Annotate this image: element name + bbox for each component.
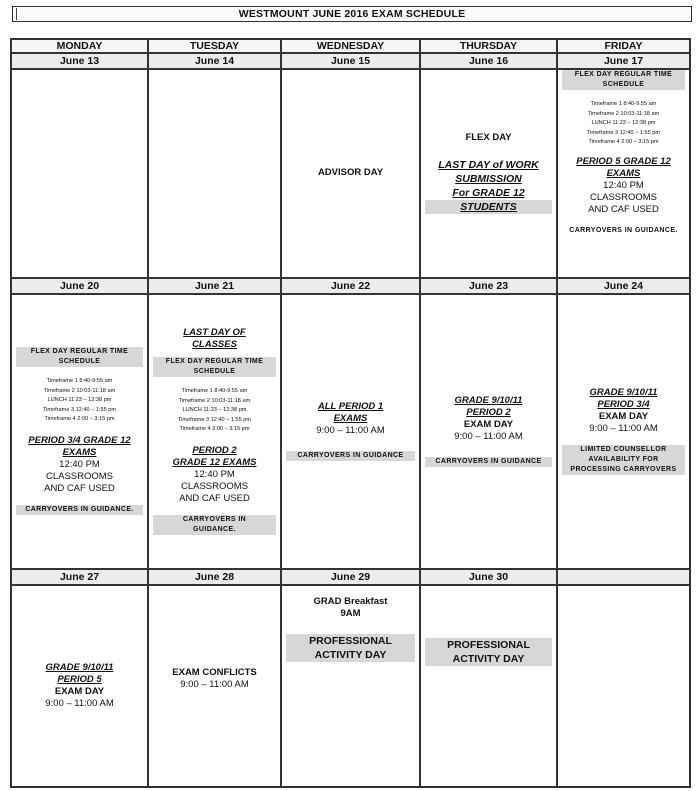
exam-conflicts-label: EXAM CONFLICTS: [172, 666, 257, 678]
weekday-header-row: [11, 39, 690, 53]
timeframe-4: Timeframe 4 2:00 – 3:15 pm: [44, 416, 115, 423]
date-cell: June 27: [11, 569, 148, 585]
day-cell-june-21: [148, 294, 281, 569]
exam-line2: GRADE 12 EXAMS: [172, 456, 257, 468]
day-header-friday: FRIDAY: [557, 39, 690, 53]
day-cell-june-24: [557, 294, 690, 569]
exam-line1: GRADE 9/10/11: [45, 661, 114, 673]
exam-line2: PERIOD 3/4: [597, 399, 650, 411]
lunch-time: LUNCH 11:23 – 12:38 pm: [182, 407, 247, 414]
exam-line1: ALL PERIOD 1: [317, 401, 384, 413]
last-day-line4: STUDENTS: [425, 200, 552, 214]
date-cell: June 16: [420, 53, 557, 69]
exam-line3: EXAM DAY: [54, 685, 105, 697]
carryovers-note: CARRYOVERS IN GUIDANCE.: [569, 226, 678, 234]
date-cell: June 17: [557, 53, 690, 69]
day-cell-june-17: [557, 69, 690, 277]
pa-day-line1: PROFESSIONAL: [286, 634, 415, 648]
last-day-line2: CLASSES: [192, 339, 237, 351]
exam-line1: PERIOD 2: [192, 444, 237, 456]
day-cell-june-16: [420, 69, 557, 277]
day-cell-june-29: [281, 585, 420, 787]
date-row-week3: [11, 569, 690, 585]
timeframe-3: Timeframe 3 12:40 – 1:55 pm: [42, 406, 117, 413]
date-row-week2: [11, 278, 690, 294]
last-day-line1: LAST DAY of WORK: [438, 159, 539, 172]
flex-schedule-heading: FLEX DAY REGULAR TIME SCHEDULE: [153, 357, 276, 377]
exam-line3: EXAM DAY: [463, 419, 514, 431]
title-box: [12, 6, 692, 22]
last-day-line2: SUBMISSION: [455, 173, 522, 186]
day-cell-june-28: [148, 585, 281, 787]
day-cell-june-15: [281, 69, 420, 277]
flex-day-label: FLEX DAY: [465, 132, 512, 144]
day-cell-june-20: [11, 294, 148, 569]
counsellor-note-2: AVAILABILITY FOR: [562, 455, 685, 465]
day-header-wednesday: WEDNESDAY: [281, 39, 420, 53]
day-cell-june-27: [11, 585, 148, 787]
pa-day-line1: PROFESSIONAL: [425, 638, 552, 652]
timeframe-1: Timeframe 1 8:40-9:55 am: [181, 388, 248, 395]
grad-breakfast-line1: GRAD Breakfast: [313, 595, 388, 607]
exam-time: 9:00 – 11:00 AM: [454, 431, 523, 443]
timeframe-3: Timeframe 3 12:40 – 1:55 pm: [177, 416, 252, 423]
exam-line2: EXAMS: [333, 413, 368, 425]
date-cell: June 13: [11, 53, 148, 69]
exam-line3: EXAM DAY: [598, 411, 649, 423]
date-cell: June 24: [557, 278, 690, 294]
content-row-week3: [11, 585, 690, 787]
date-cell: June 28: [148, 569, 281, 585]
timeframe-3: Timeframe 3 12:40 – 1:55 pm: [586, 129, 661, 136]
counsellor-note-1: LIMITED COUNSELLOR: [562, 445, 685, 455]
last-day-line1: LAST DAY OF: [183, 327, 246, 339]
carryovers-note-1: CARRYOVERS IN: [153, 515, 276, 525]
date-cell: June 20: [11, 278, 148, 294]
carryovers-note: CARRYOVERS IN GUIDANCE: [425, 457, 552, 467]
date-cell: June 21: [148, 278, 281, 294]
day-cell-june-14: [148, 69, 281, 277]
page-title: WESTMOUNT JUNE 2016 EXAM SCHEDULE: [238, 8, 466, 20]
exam-time: 12:40 PM: [194, 468, 235, 480]
advisor-day-label: ADVISOR DAY: [317, 167, 384, 179]
timeframe-2: Timeframe 2 10:03-11:18 am: [587, 110, 660, 117]
exam-location-2: AND CAF USED: [179, 492, 250, 504]
exam-location-2: AND CAF USED: [588, 203, 659, 215]
carryovers-note-2: GUIDANCE.: [153, 525, 276, 535]
exam-line2: PERIOD 5: [57, 673, 102, 685]
exam-time: 9:00 – 11:00 AM: [180, 678, 249, 690]
timeframe-2: Timeframe 2 10:03-11:18 am: [178, 397, 251, 404]
counsellor-note-3: PROCESSING CARRYOVERS: [562, 465, 685, 475]
date-row-week1: [11, 53, 690, 69]
date-cell: June 30: [420, 569, 557, 585]
date-cell: [557, 569, 690, 585]
day-cell-june-23: [420, 294, 557, 569]
lunch-time: LUNCH 11:23 – 12:38 pm: [591, 120, 656, 127]
last-day-line3: For GRADE 12: [452, 187, 525, 200]
exam-time: 9:00 – 11:00 AM: [316, 425, 385, 437]
date-cell: June 15: [281, 53, 420, 69]
day-header-tuesday: TUESDAY: [148, 39, 281, 53]
date-cell: June 14: [148, 53, 281, 69]
day-cell-june-30: [420, 585, 557, 787]
exam-location-1: CLASSROOMS: [45, 470, 114, 482]
date-cell: June 29: [281, 569, 420, 585]
carryovers-note: CARRYOVERS IN GUIDANCE: [286, 451, 415, 461]
date-cell: June 23: [420, 278, 557, 294]
timeframe-4: Timeframe 4 2:00 – 3:15 pm: [588, 139, 659, 146]
exam-line2: EXAMS: [62, 446, 97, 458]
exam-line1: PERIOD 5 GRADE 12: [576, 155, 671, 167]
exam-line1: GRADE 9/10/11: [454, 395, 523, 407]
pa-day-line2: ACTIVITY DAY: [425, 652, 552, 666]
exam-time: 12:40 PM: [603, 179, 644, 191]
exam-location-2: AND CAF USED: [44, 482, 115, 494]
exam-line2: EXAMS: [606, 167, 641, 179]
exam-line1: GRADE 9/10/11: [589, 387, 658, 399]
exam-line1: PERIOD 3/4 GRADE 12: [28, 434, 131, 446]
exam-time: 12:40 PM: [59, 458, 100, 470]
exam-location-1: CLASSROOMS: [589, 191, 658, 203]
timeframe-1: Timeframe 1 8:40-9:55 am: [46, 378, 113, 385]
day-header-monday: MONDAY: [11, 39, 148, 53]
date-cell: June 22: [281, 278, 420, 294]
grad-breakfast-line2: 9AM: [340, 607, 361, 619]
timeframe-1: Timeframe 1 8:40-9:55 am: [590, 101, 657, 108]
exam-schedule-table: [10, 38, 691, 788]
pa-day-line2: ACTIVITY DAY: [286, 648, 415, 662]
exam-time: 9:00 – 11:00 AM: [45, 697, 114, 709]
carryovers-note: CARRYOVERS IN GUIDANCE.: [16, 505, 143, 515]
flex-schedule-heading: FLEX DAY REGULAR TIME SCHEDULE: [562, 70, 685, 90]
content-row-week1: [11, 69, 690, 277]
exam-location-1: CLASSROOMS: [180, 480, 249, 492]
content-row-week2: [11, 294, 690, 569]
exam-time: 9:00 – 11:00 AM: [589, 423, 658, 435]
day-cell-empty: [557, 585, 690, 787]
day-cell-june-13: [11, 69, 148, 277]
day-cell-june-22: [281, 294, 420, 569]
timeframe-4: Timeframe 4 2:00 – 3:15 pm: [179, 426, 250, 433]
timeframe-2: Timeframe 2 10:03-11:18 am: [43, 387, 116, 394]
exam-line2: PERIOD 2: [466, 407, 511, 419]
flex-schedule-heading: FLEX DAY REGULAR TIME SCHEDULE: [16, 347, 143, 367]
day-header-thursday: THURSDAY: [420, 39, 557, 53]
lunch-time: LUNCH 11:23 – 12:38 pm: [47, 397, 112, 404]
